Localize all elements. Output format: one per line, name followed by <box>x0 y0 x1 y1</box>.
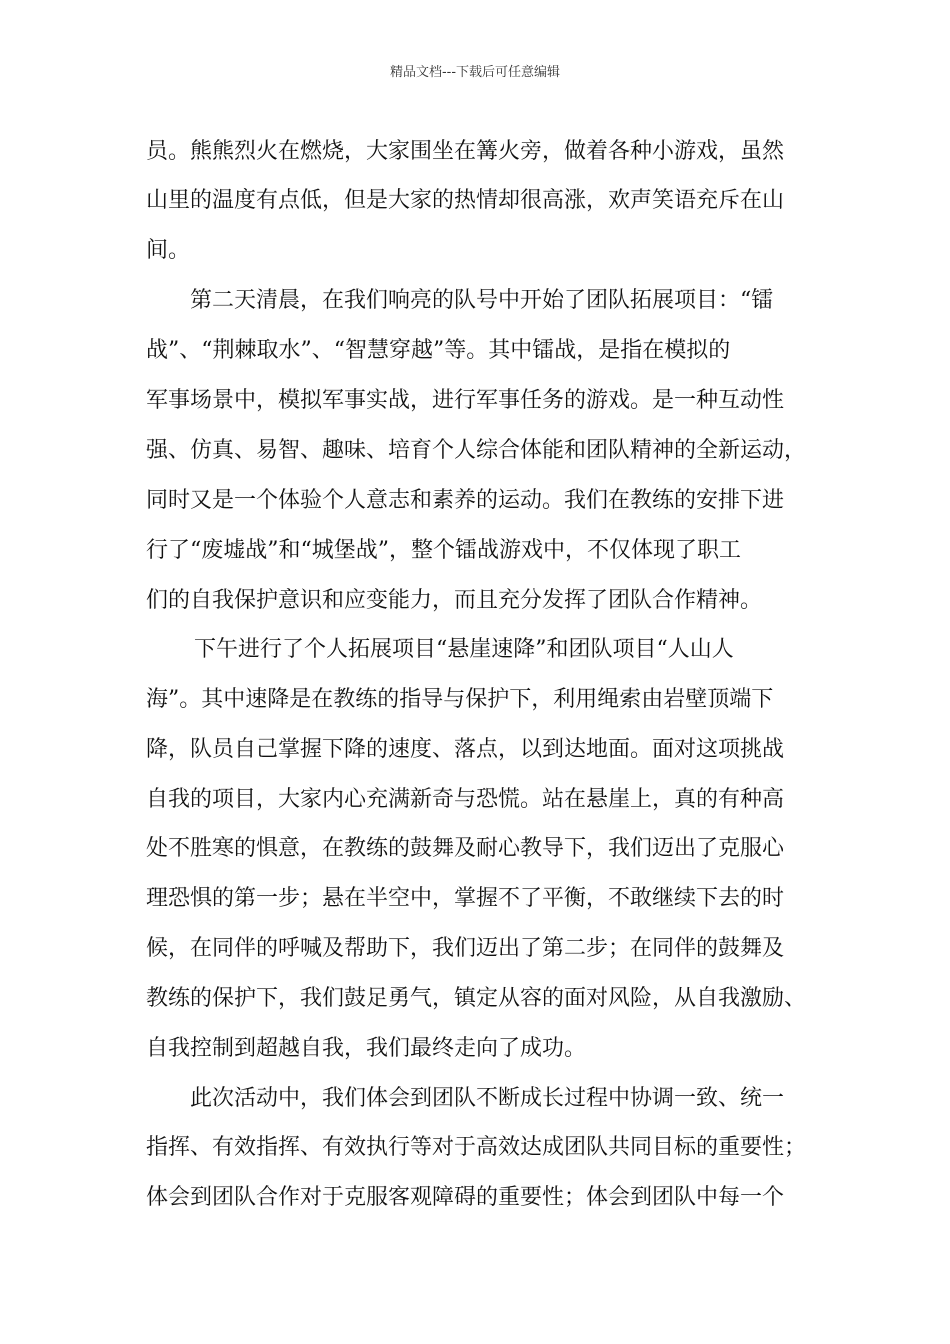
text-line: 自我的项目，大家内心充满新奇与恐慌。站在悬崖上，真的有种高 <box>146 787 785 812</box>
text-line: 们的自我保护意识和应变能力，而且充分发挥了团队合作精神。 <box>146 588 763 613</box>
page-header: 精品文档---下载后可任意编辑 <box>389 65 561 80</box>
paragraph-first-line: 此次活动中，我们体会到团队不断成长过程中协调一致、统一 <box>190 1086 785 1111</box>
text-line: 员。熊熊烈火在燃烧，大家围坐在篝火旁，做着各种小游戏，虽然 <box>146 139 785 164</box>
text-line: 行了“废墟战”和“城堡战”，整个镭战游戏中，不仅体现了职工 <box>146 538 741 563</box>
text-line: 理恐惧的第一步；悬在半空中，掌握不了平衡，不敢继续下去的时 <box>146 886 785 911</box>
text-line: 同时又是一个体验个人意志和素养的运动。我们在教练的安排下进 <box>146 488 785 513</box>
text-line: 军事场景中，模拟军事实战，进行军事任务的游戏。是一种互动性 <box>146 388 785 413</box>
text-line: 降，队员自己掌握下降的速度、落点，以到达地面。面对这项挑战 <box>146 737 785 762</box>
text-line: 体会到团队合作对于克服客观障碍的重要性；体会到团队中每一个 <box>146 1185 785 1210</box>
text-line: 战”、“荆棘取水”、“智慧穿越”等。其中镭战，是指在模拟的 <box>146 338 731 363</box>
text-line: 强、仿真、易智、趣味、培育个人综合体能和团队精神的全新运动， <box>146 438 807 463</box>
text-line: 山里的温度有点低，但是大家的热情却很高涨，欢声笑语充斥在山 <box>146 188 785 213</box>
text-line: 自我控制到超越自我，我们最终走向了成功。 <box>146 1036 587 1061</box>
text-line: 指挥、有效指挥、有效执行等对于高效达成团队共同目标的重要性； <box>146 1135 807 1160</box>
text-line: 间。 <box>146 238 191 263</box>
text-line: 候，在同伴的呼喊及帮助下，我们迈出了第二步；在同伴的鼓舞及 <box>146 936 785 961</box>
text-line: 教练的保护下，我们鼓足勇气，镇定从容的面对风险，从自我激励、 <box>146 986 807 1011</box>
text-line: 海”。其中速降是在教练的指导与保护下，利用绳索由岩壁顶端下 <box>146 687 774 712</box>
paragraph-first-line: 下午进行了个人拓展项目“悬崖速降”和团队项目“人山人 <box>194 637 734 662</box>
text-line: 处不胜寒的惧意，在教练的鼓舞及耐心教导下，我们迈出了克服心 <box>146 836 785 861</box>
paragraph-first-line: 第二天清晨，在我们响亮的队号中开始了团队拓展项目：“镭 <box>190 288 774 313</box>
